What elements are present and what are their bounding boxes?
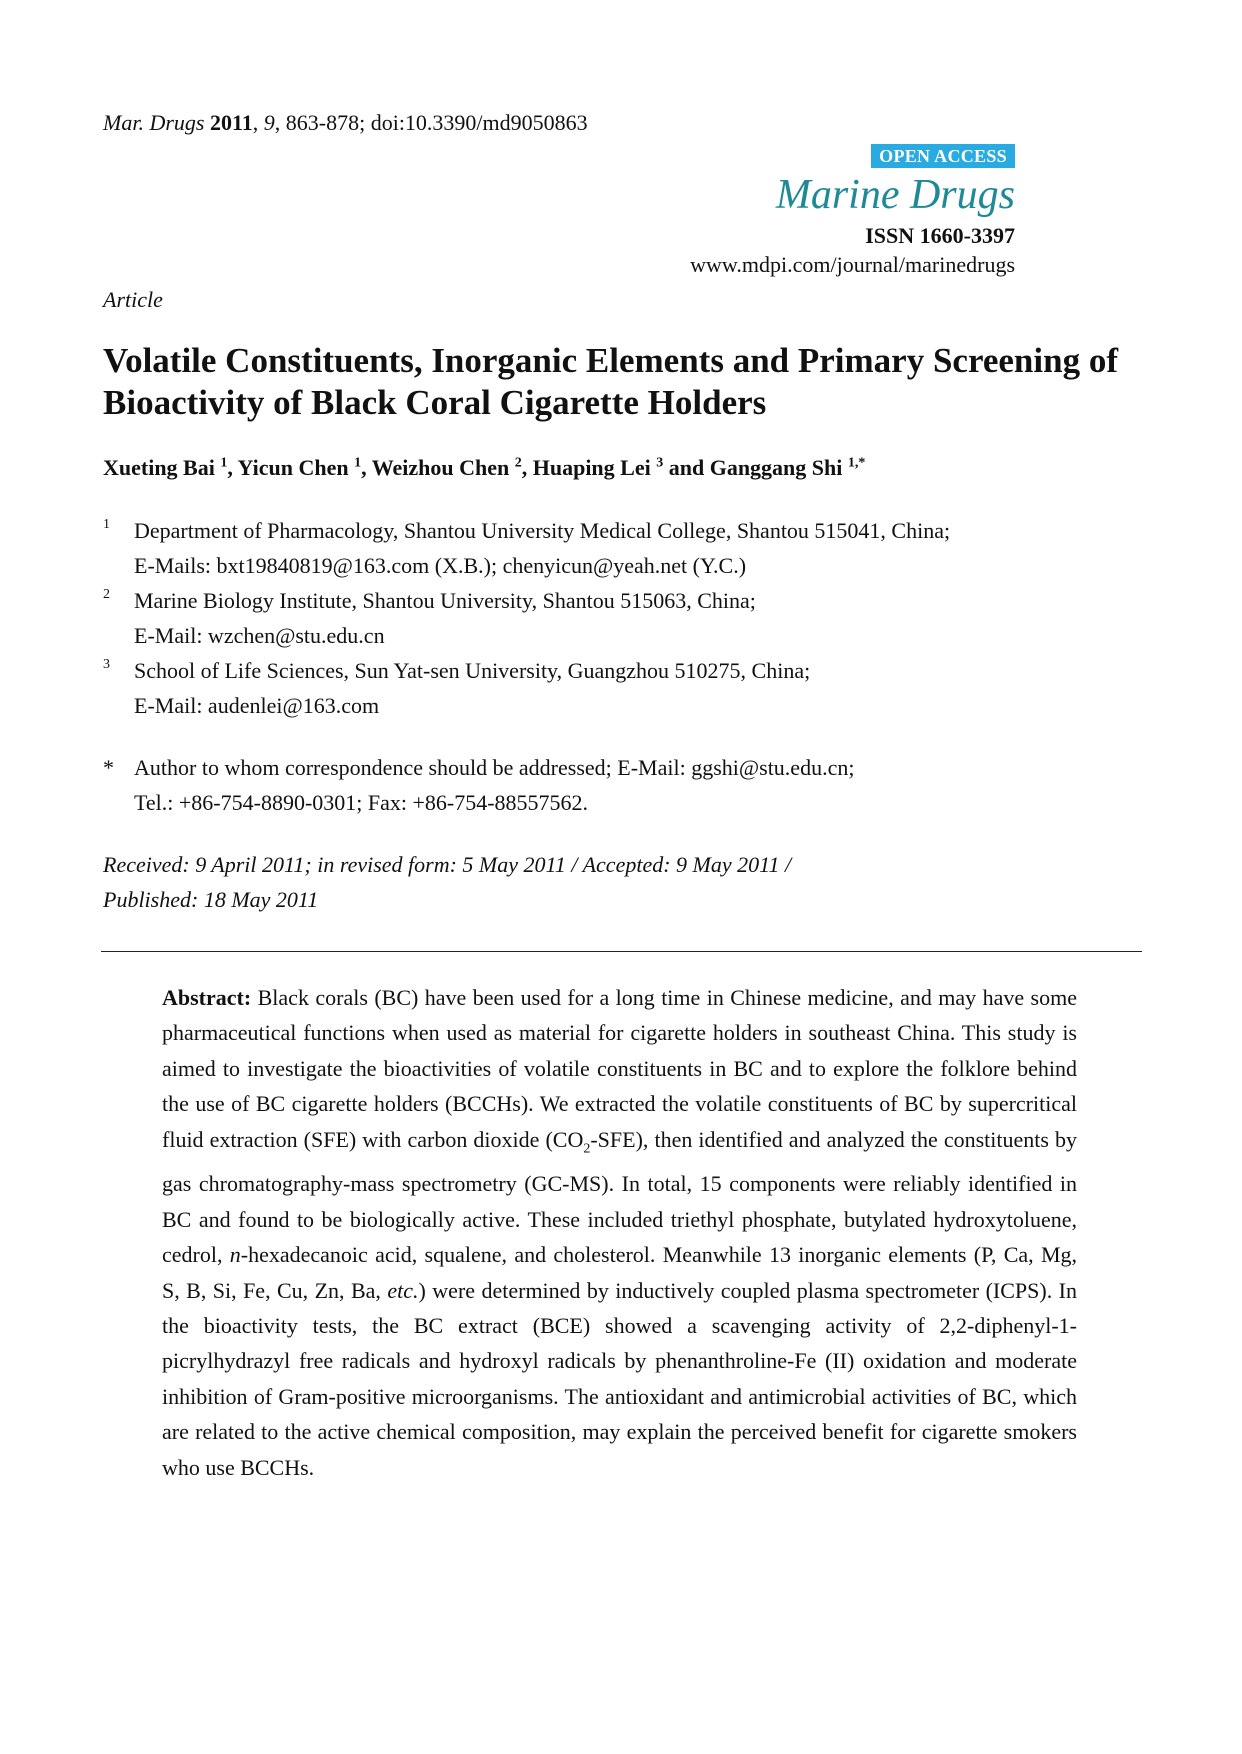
author-name: Ganggang Shi xyxy=(709,455,843,480)
affiliation-line: Department of Pharmacology, Shantou University Medical College, Shantou 515041, China; xyxy=(134,518,951,543)
abstract-italic: etc. xyxy=(387,1277,419,1303)
citation-rest: , 863-878; doi:10.3390/md9050863 xyxy=(274,110,588,135)
author-list: Xueting Bai $^1$, Yicun Chen $^1$, Weizhou Chen $^2$, Huaping Lei $^3$ and Ganggang Shi $^{1,*}$ xyxy=(103,455,866,480)
correspondence-line[interactable]: Author to whom correspondence should be addressed; E-Mail: ggshi@stu.edu.cn; xyxy=(134,755,855,780)
affiliation-email[interactable]: E-Mail: audenlei@163.com xyxy=(134,693,380,718)
author-name: Yicun Chen xyxy=(237,455,349,480)
abstract-text: -hexadecanoic acid, squalene, and cholesterol. Meanwhile 13 inorganic elements (P, Ca, Mg, S, B, Si, Fe, Cu, Zn, Ba, xyxy=(162,1242,1078,1303)
affiliation xyxy=(103,583,1143,653)
issn: ISSN 1660-3397 xyxy=(865,223,1015,248)
journal-name: Marine Drugs xyxy=(775,172,1015,218)
article-type: Article xyxy=(103,287,163,312)
affiliation-number: 3 xyxy=(103,657,110,672)
abstract-italic: n xyxy=(229,1242,241,1268)
abstract-text: -SFE), then identified and analyzed the constituents by gas chromatography-mass spectrometry (GC-MS). In total, 15 components were reliably identified in BC and found to be biologically active. These included triethyl phosphate, butylated hydroxytoluene, cedrol, xyxy=(162,1126,1077,1268)
affiliation-number: 2 xyxy=(103,587,110,602)
author-name: Xueting Bai xyxy=(103,455,215,480)
journal-url[interactable]: www.mdpi.com/journal/marinedrugs xyxy=(690,252,1015,277)
affiliation-number: 1 xyxy=(103,517,110,532)
author-name: Weizhou Chen xyxy=(371,455,510,480)
affiliation xyxy=(103,513,1143,583)
correspondence-mark: * xyxy=(103,755,114,780)
abstract-text: ) were determined by inductively coupled plasma spectrometer (ICPS). In the bioactivity tests, the BC extract (BCE) showed a scavenging activity of 2,2-diphenyl-1-picrylhydrazyl free radicals and hydroxyl radicals by phenanthroline-Fe (II) oxidation and moderate inhibition of Gram-positive microorganisms. The antioxidant and antimicrobial activities of BC, which are related to the active chemical composition, may explain the perceived benefit for cigarette smokers who use BCCHs. xyxy=(162,1277,1077,1480)
abstract-label: Abstract: xyxy=(162,985,252,1010)
correspondence-phone: Tel.: +86-754-8890-0301; Fax: +86-754-88557562. xyxy=(134,790,589,815)
abstract-text: Black corals (BC) have been used for a long time in Chinese medicine, and may have some pharmaceutical functions when used as material for cigarette holders in southeast China. This study is aimed to investigate the bioactivities of volatile constituents in BC and to explore the folklore behind the use of BC cigarette holders (BCCHs). We extracted the volatile constituents of BC by supercritical fluid extraction (SFE) with carbon dioxide (CO xyxy=(162,985,1077,1152)
affiliation-line: School of Life Sciences, Sun Yat-sen University, Guangzhou 510275, China; xyxy=(134,658,811,683)
correspondence xyxy=(103,750,1143,820)
author-affiliation: 1,* xyxy=(847,455,866,471)
author-affiliation: 2 xyxy=(514,455,522,471)
affiliation-email[interactable]: E-Mail: wzchen@stu.edu.cn xyxy=(134,623,385,648)
affiliation-email[interactable]: E-Mails: bxt19840819@163.com (X.B.); chenyicun@yeah.net (Y.C.) xyxy=(134,553,747,578)
publication-dates xyxy=(103,847,1143,917)
abstract-subscript: 2 xyxy=(583,1141,591,1157)
citation-journal: Mar. Drugs xyxy=(103,110,205,135)
received-dates: Received: 9 April 2011; in revised form: 5 May 2011 / Accepted: 9 May 2011 / xyxy=(103,852,792,877)
open-access-badge: OPEN ACCESS xyxy=(871,144,1015,168)
affiliation-line: Marine Biology Institute, Shantou University, Shantou 515063, China; xyxy=(134,588,756,613)
author-affiliation: 1 xyxy=(220,455,228,471)
section-divider xyxy=(101,951,1142,952)
citation-year: 2011 xyxy=(209,110,253,135)
citation-volume: 9 xyxy=(263,110,275,135)
published-date: Published: 18 May 2011 xyxy=(103,887,319,912)
affiliation xyxy=(103,653,1143,723)
author-affiliation: 3 xyxy=(656,455,664,471)
citation-line: Mar. Drugs 2011, 9, 863-878; doi:10.3390/md9050863 xyxy=(103,110,588,135)
author-name: Huaping Lei xyxy=(532,455,651,480)
author-affiliation: 1 xyxy=(354,455,362,471)
abstract xyxy=(162,980,1077,1485)
paper-title: Volatile Constituents, Inorganic Elements and Primary Screening of Bioactivity of Black Coral Cigarette Holders xyxy=(103,341,1118,422)
